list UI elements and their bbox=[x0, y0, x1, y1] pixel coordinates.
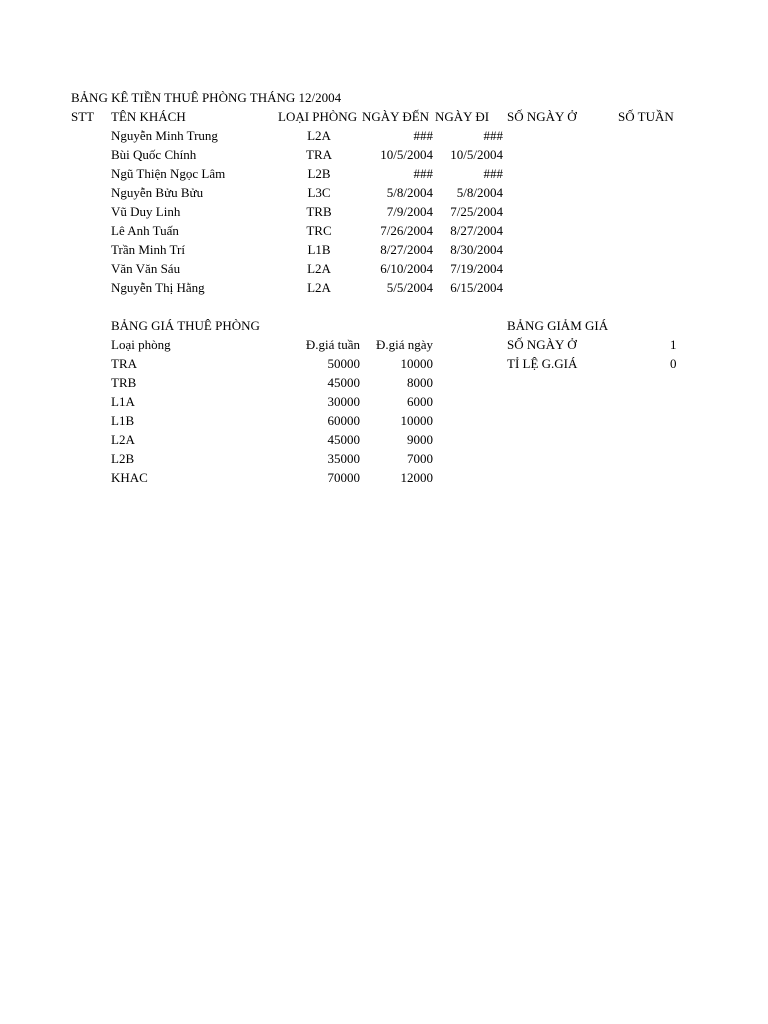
room-type: L2A bbox=[307, 128, 331, 143]
price-room-type: KHAC bbox=[111, 470, 148, 485]
price-header-type: Loại phòng bbox=[111, 337, 171, 352]
check-in: ### bbox=[413, 166, 433, 181]
price-week: 35000 bbox=[327, 451, 360, 466]
price-week: 50000 bbox=[327, 356, 360, 371]
check-out: ### bbox=[483, 128, 503, 143]
header-stt: STT bbox=[71, 109, 95, 124]
price-day: 10000 bbox=[400, 356, 433, 371]
discount-rate-value: 0 bbox=[670, 356, 677, 371]
check-in: 10/5/2004 bbox=[380, 147, 433, 162]
header-so-ngay-o: SỐ NGÀY Ở bbox=[507, 109, 577, 124]
room-type: TRC bbox=[306, 223, 332, 238]
price-week: 60000 bbox=[327, 413, 360, 428]
price-day: 7000 bbox=[407, 451, 433, 466]
price-header-day: Đ.giá ngày bbox=[375, 337, 433, 352]
header-ngay-di: NGÀY ĐI bbox=[435, 109, 490, 124]
check-out: 10/5/2004 bbox=[450, 147, 503, 162]
price-room-type: L1B bbox=[111, 413, 135, 428]
price-week: 45000 bbox=[327, 432, 360, 447]
room-type: L3C bbox=[307, 185, 331, 200]
header-loai-phong: LOẠI PHÒNG bbox=[278, 109, 358, 124]
check-in: 7/26/2004 bbox=[380, 223, 433, 238]
price-table-title: BẢNG GIÁ THUÊ PHÒNG bbox=[111, 318, 260, 333]
guest-name: Nguyễn Thị Hằng bbox=[111, 280, 205, 295]
check-in: 5/8/2004 bbox=[386, 185, 433, 200]
check-in: 8/27/2004 bbox=[380, 242, 433, 257]
check-in: 7/9/2004 bbox=[386, 204, 433, 219]
price-day: 10000 bbox=[400, 413, 433, 428]
room-type: L2A bbox=[307, 261, 331, 276]
price-room-type: L2B bbox=[111, 451, 135, 466]
check-in: 5/5/2004 bbox=[386, 280, 433, 295]
price-week: 30000 bbox=[327, 394, 360, 409]
discount-days-value: 1 bbox=[670, 337, 677, 352]
guest-name: Bùi Quốc Chính bbox=[111, 147, 197, 162]
header-so-tuan: SỐ TUẦN bbox=[618, 109, 674, 124]
price-room-type: TRA bbox=[111, 356, 137, 371]
room-type: L2B bbox=[307, 166, 331, 181]
guest-name: Ngũ Thiện Ngọc Lâm bbox=[111, 166, 226, 181]
room-type: L2A bbox=[307, 280, 331, 295]
guest-name: Lê Anh Tuấn bbox=[111, 223, 179, 238]
price-week: 70000 bbox=[327, 470, 360, 485]
check-in: ### bbox=[413, 128, 433, 143]
check-out: ### bbox=[483, 166, 503, 181]
sheet-title: BẢNG KÊ TIỀN THUÊ PHÒNG THÁNG 12/2004 bbox=[71, 90, 342, 105]
discount-days-label: SỐ NGÀY Ở bbox=[507, 337, 577, 352]
check-out: 5/8/2004 bbox=[456, 185, 503, 200]
discount-table-title: BẢNG GIẢM GIÁ bbox=[507, 318, 609, 333]
price-room-type: L1A bbox=[111, 394, 135, 409]
header-ngay-den: NGÀY ĐẾN bbox=[362, 109, 430, 124]
guest-name: Trần Minh Trí bbox=[111, 242, 185, 257]
room-type: TRA bbox=[306, 147, 332, 162]
room-type: TRB bbox=[306, 204, 332, 219]
price-day: 9000 bbox=[407, 432, 433, 447]
discount-rate-label: TỈ LỆ G.GIÁ bbox=[507, 356, 578, 371]
price-week: 45000 bbox=[327, 375, 360, 390]
room-type: L1B bbox=[307, 242, 331, 257]
guest-name: Nguyễn Minh Trung bbox=[111, 128, 218, 143]
price-header-week: Đ.giá tuần bbox=[305, 337, 360, 352]
check-in: 6/10/2004 bbox=[380, 261, 433, 276]
check-out: 8/27/2004 bbox=[450, 223, 503, 238]
price-room-type: L2A bbox=[111, 432, 135, 447]
price-room-type: TRB bbox=[111, 375, 137, 390]
guest-name: Nguyễn Bửu Bửu bbox=[111, 185, 204, 200]
price-day: 8000 bbox=[407, 375, 433, 390]
check-out: 8/30/2004 bbox=[450, 242, 503, 257]
check-out: 7/19/2004 bbox=[450, 261, 503, 276]
check-out: 6/15/2004 bbox=[450, 280, 503, 295]
price-day: 12000 bbox=[400, 470, 433, 485]
price-day: 6000 bbox=[407, 394, 433, 409]
header-ten-khach: TÊN KHÁCH bbox=[111, 109, 186, 124]
check-out: 7/25/2004 bbox=[450, 204, 503, 219]
guest-name: Vũ Duy Linh bbox=[111, 204, 181, 219]
guest-name: Văn Văn Sáu bbox=[111, 261, 181, 276]
